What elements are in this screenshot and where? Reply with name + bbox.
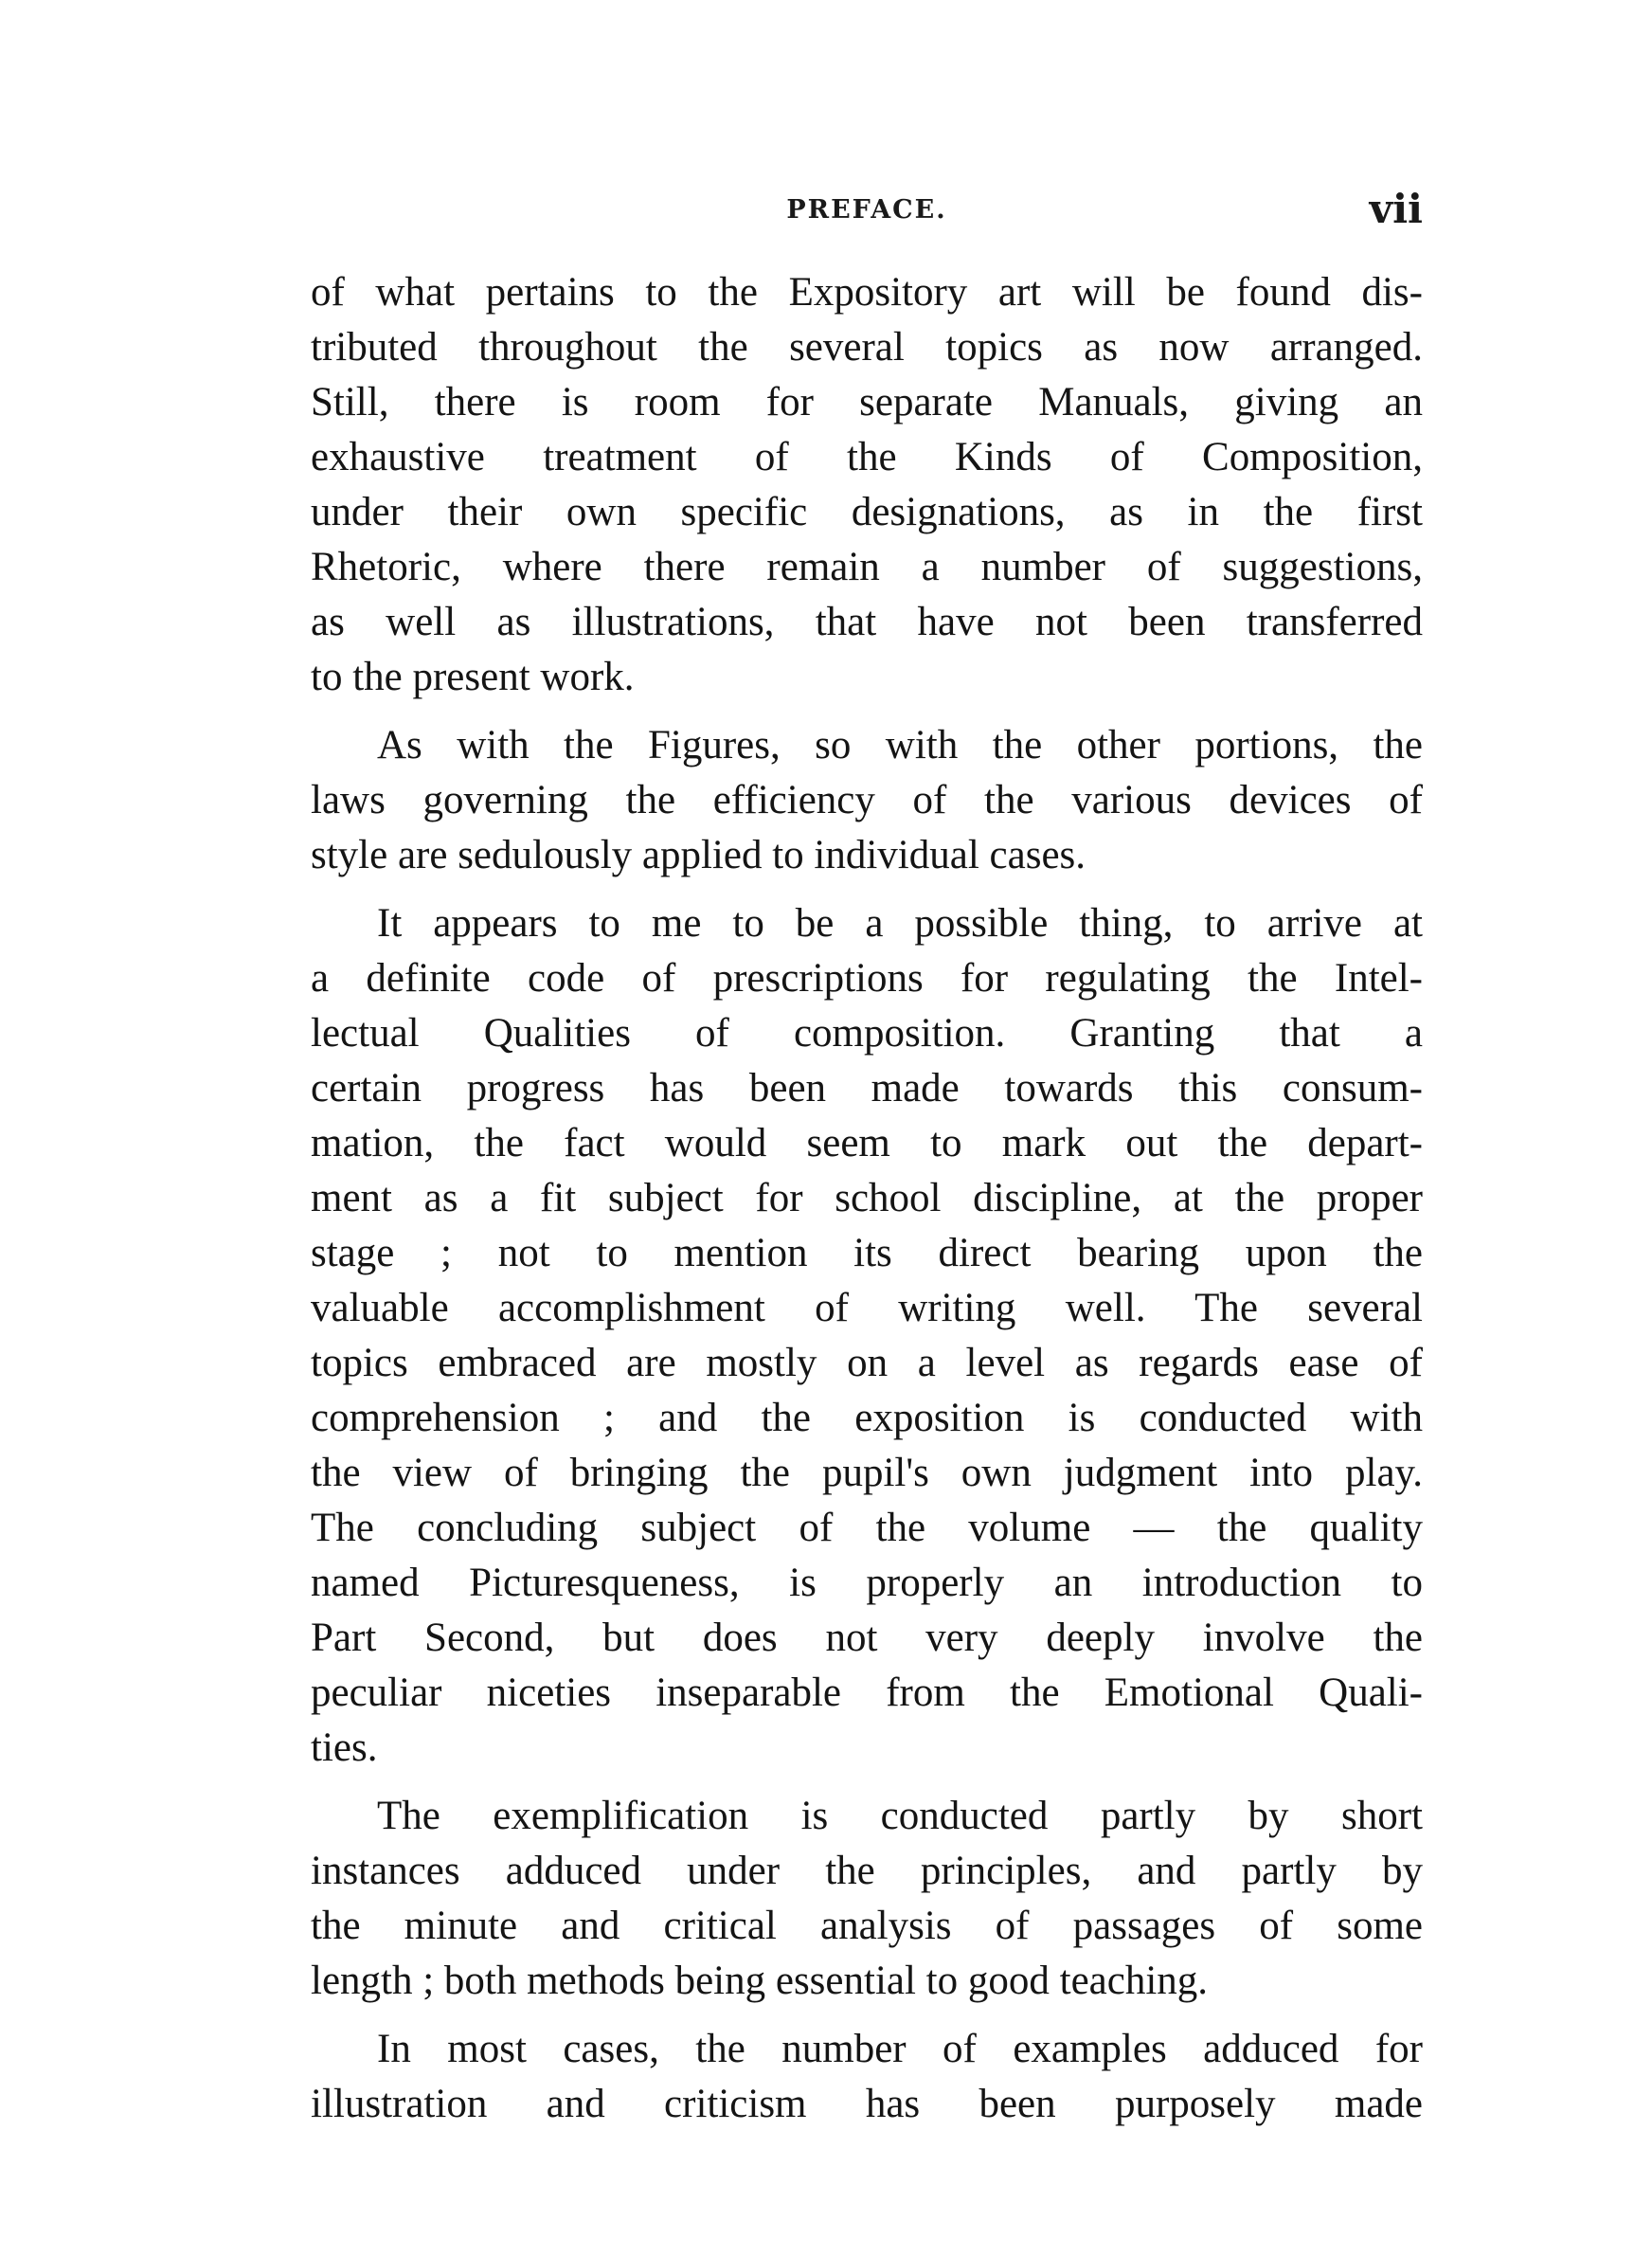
text-line: tributed throughout the several topics as now arranged. (311, 325, 1423, 370)
text-line: under their own specific designations, as in the first (311, 490, 1423, 534)
text-line: It appears to me to be a possible thing, to arrive at (377, 901, 1423, 946)
text-line: Rhetoric, where there remain a number of suggestions, (311, 545, 1423, 589)
text-line: comprehension ; and the exposition is conducted with (311, 1396, 1423, 1440)
text-line: mation, the fact would seem to mark out the depart- (311, 1121, 1423, 1165)
text-line: instances adduced under the principles, and partly by (311, 1849, 1423, 1893)
running-title: PREFACE. (786, 195, 947, 225)
text-line: to the present work. (311, 655, 635, 699)
running-head (311, 186, 1423, 243)
page-number: vii (1369, 186, 1423, 232)
paragraph (311, 1789, 1423, 2009)
body-text (311, 265, 1423, 2132)
text-line: a definite code of prescriptions for regulating the Intel- (311, 956, 1423, 1001)
paragraph-gap (311, 705, 1423, 718)
text-line: topics embraced are mostly on a level as regards ease of (311, 1341, 1423, 1385)
text-line: the minute and critical analysis of passages of some (311, 1904, 1423, 1948)
text-line: The exemplification is conducted partly by short (377, 1794, 1423, 1838)
text-line: exhaustive treatment of the Kinds of Composition, (311, 435, 1423, 479)
text-line: In most cases, the number of examples adduced for (377, 2027, 1423, 2071)
text-line: lectual Qualities of composition. Granting that a (311, 1011, 1423, 1056)
text-line: style are sedulously applied to individual cases. (311, 833, 1086, 877)
text-line: As with the Figures, so with the other portions, the (377, 723, 1423, 767)
paragraph-gap (311, 2009, 1423, 2022)
text-line: of what pertains to the Expository art will be found dis- (311, 270, 1423, 315)
text-line: ment as a fit subject for school discipline, at the proper (311, 1176, 1423, 1220)
text-line: laws governing the efficiency of the various devices of (311, 778, 1423, 822)
text-line: certain progress has been made towards this consum- (311, 1066, 1423, 1110)
paragraph (311, 2022, 1423, 2132)
text-line: named Picturesqueness, is properly an introduction to (311, 1561, 1423, 1605)
text-line: peculiar niceties inseparable from the Emotional Quali- (311, 1670, 1423, 1715)
text-line: length ; both methods being essential to good teaching. (311, 1959, 1209, 2003)
text-line: the view of bringing the pupil's own judgment into play. (311, 1451, 1423, 1495)
paragraph-gap (311, 883, 1423, 896)
text-line: The concluding subject of the volume — the quality (311, 1506, 1423, 1550)
paragraph (311, 718, 1423, 883)
text-line: Part Second, but does not very deeply involve the (311, 1616, 1423, 1660)
paragraph (311, 265, 1423, 705)
text-line: Still, there is room for separate Manuals, giving an (311, 380, 1423, 424)
paragraph (311, 896, 1423, 1776)
text-line: stage ; not to mention its direct bearing upon the (311, 1231, 1423, 1275)
text-line: valuable accomplishment of writing well. The several (311, 1286, 1423, 1330)
text-line: illustration and criticism has been purposely made (311, 2082, 1423, 2126)
text-line: ties. (311, 1725, 378, 1770)
text-line: as well as illustrations, that have not been transferred (311, 600, 1423, 644)
paragraph-gap (311, 1776, 1423, 1789)
